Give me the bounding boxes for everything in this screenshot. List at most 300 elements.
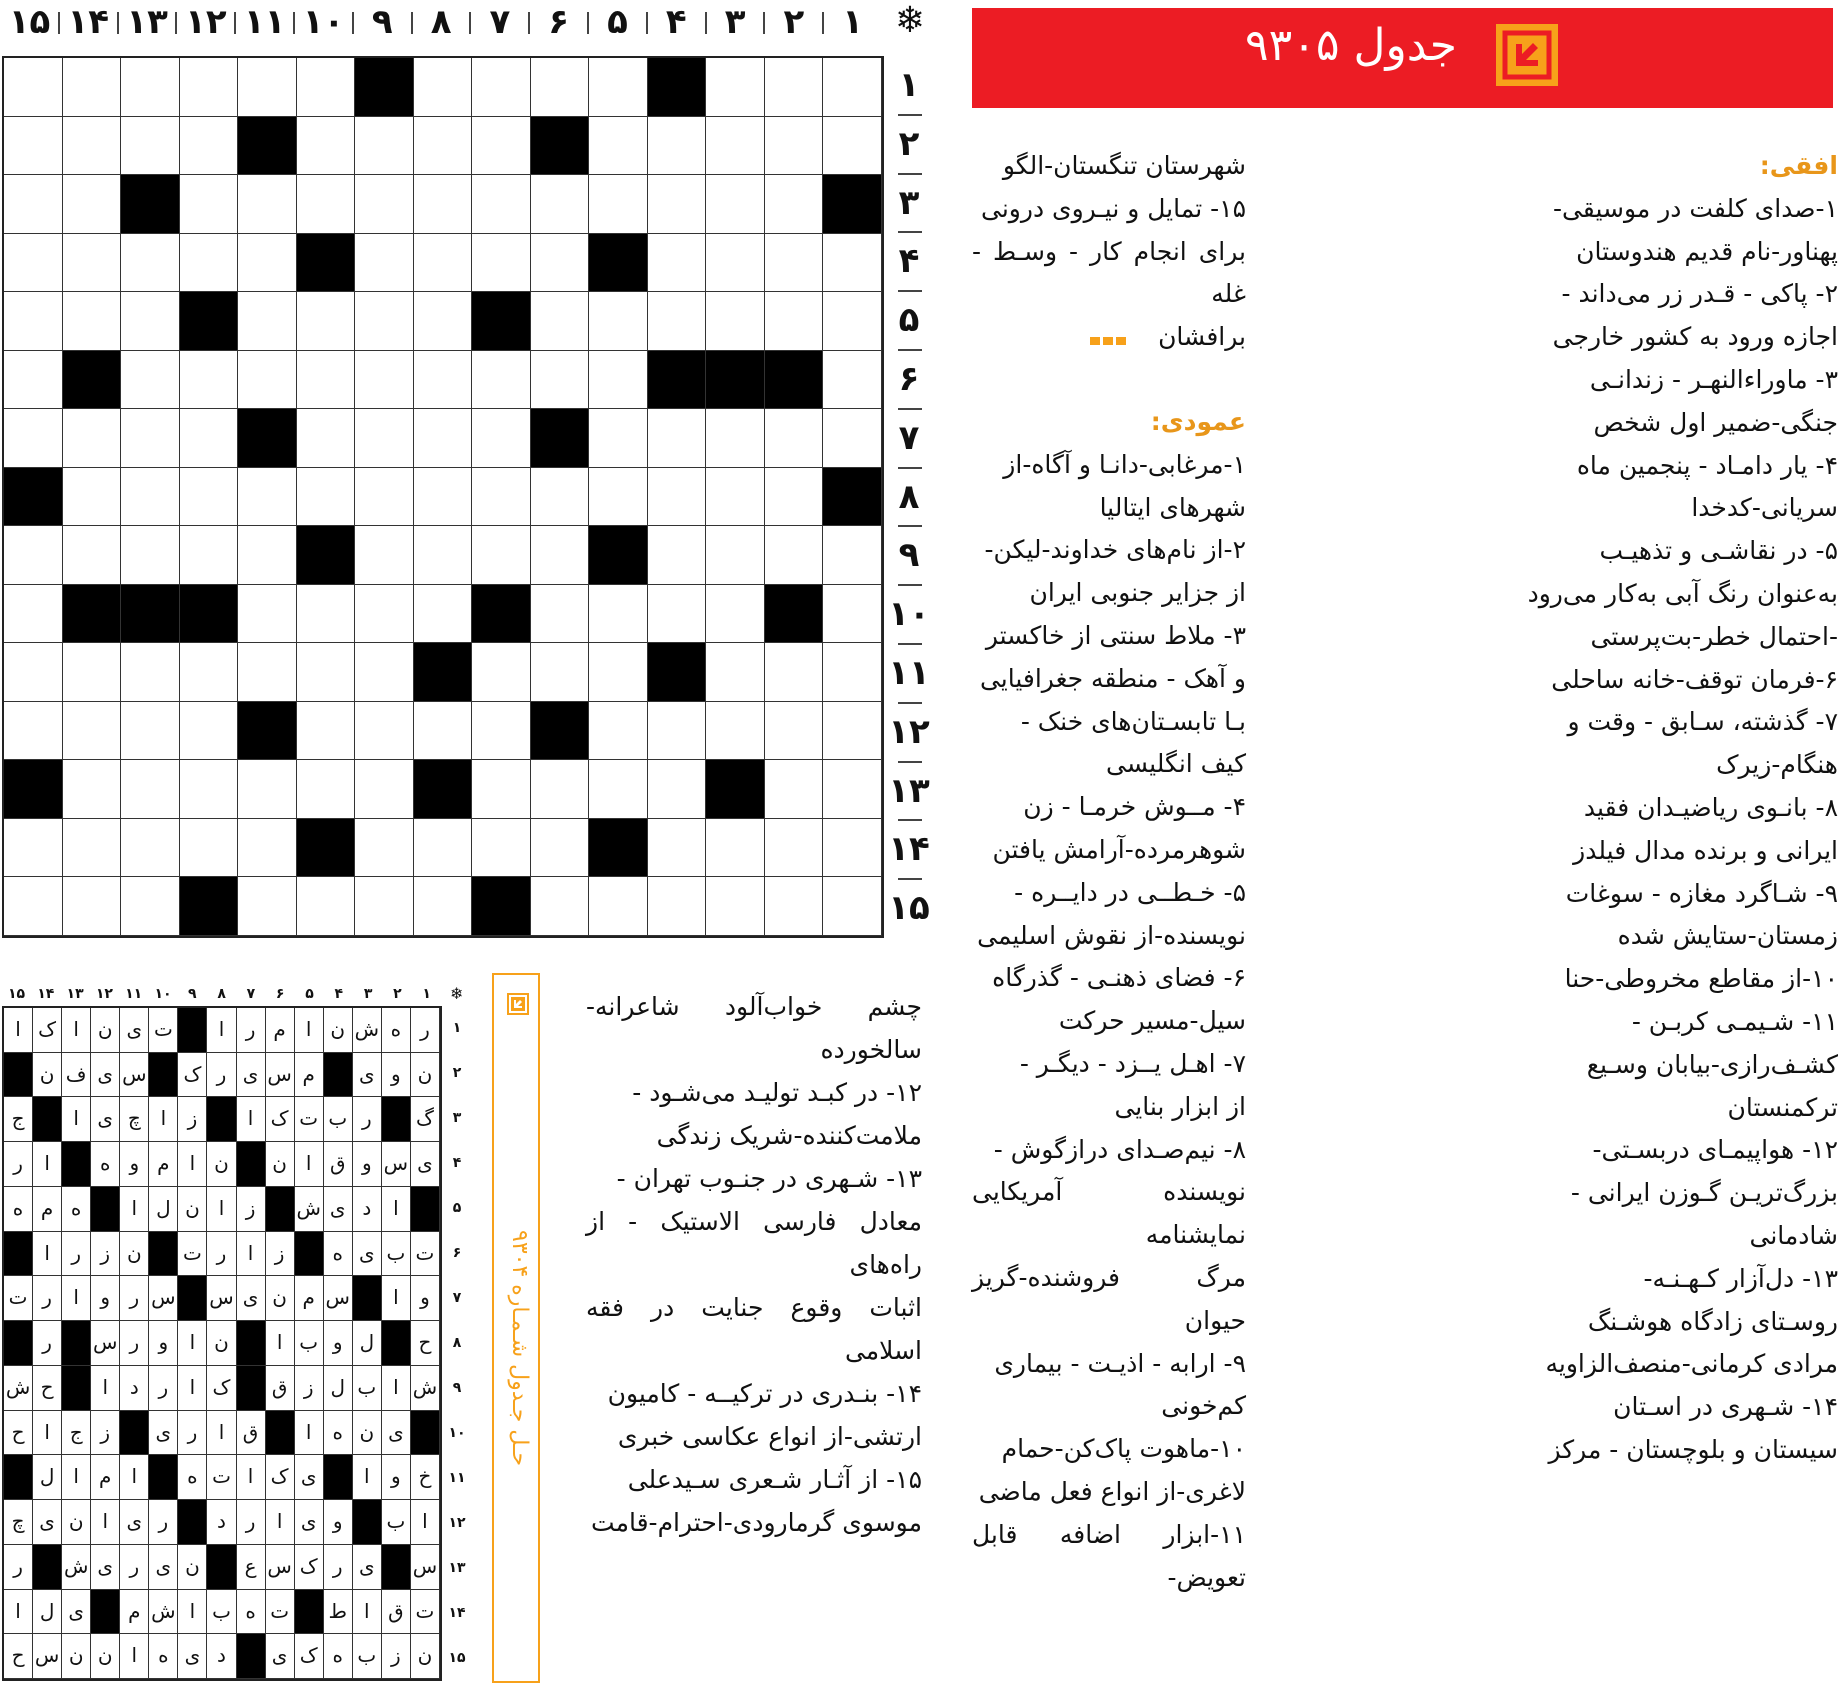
solution-black-cell: [33, 1097, 62, 1142]
grid-cell: [238, 468, 297, 527]
column-separator: [175, 12, 177, 34]
grid-cell: [297, 643, 356, 702]
grid-cell: [706, 292, 765, 351]
grid-cell: [765, 585, 824, 644]
grid-cell: [765, 468, 824, 527]
grid-cell: [706, 526, 765, 585]
solution-cell: ع: [237, 1545, 266, 1590]
down-clue: ۱-مرغابی-دانـا و آگاه-از: [1003, 449, 1246, 479]
grid-cell: [531, 760, 590, 819]
grid-cell: [765, 643, 824, 702]
solution-cell: ن: [411, 1053, 440, 1098]
grid-cell: [589, 819, 648, 878]
solution-black-cell: [295, 1590, 324, 1635]
across-clue: ۹- شـاگرد مغازه - سوغات: [1565, 878, 1838, 908]
solution-black-cell: [237, 1634, 266, 1679]
across-clue: هنگام-زیرک: [1716, 750, 1838, 780]
solution-black-cell: [382, 1097, 411, 1142]
solution-cell: ک: [295, 1634, 324, 1679]
grid-cell: [238, 526, 297, 585]
down-clue: بـا تابسـتان‌های خنک -: [1020, 706, 1246, 736]
solution-cell: م: [266, 1008, 295, 1053]
grid-cell: [531, 58, 590, 117]
grid-cell: [121, 292, 180, 351]
column-number: ۱۳: [126, 2, 168, 42]
solution-cell: ن: [324, 1008, 353, 1053]
solution-cell: و: [149, 1321, 178, 1366]
solution-star-icon: ❄: [450, 984, 464, 1003]
grid-cell: [121, 351, 180, 410]
solution-cell: ر: [33, 1276, 62, 1321]
grid-cell: [355, 819, 414, 878]
solution-cell: ن: [207, 1321, 236, 1366]
column-separator: [352, 12, 354, 34]
grid-cell: [121, 643, 180, 702]
grid-cell: [648, 409, 707, 468]
solution-cell: س: [266, 1053, 295, 1098]
solution-cell: م: [149, 1142, 178, 1187]
grid-cell: [706, 175, 765, 234]
grid-cell: [238, 175, 297, 234]
solution-cell: ی: [91, 1053, 120, 1098]
row-number: ۱۴: [888, 829, 930, 870]
logo-icon: [1496, 24, 1558, 86]
solution-cell: ب: [207, 1590, 236, 1635]
solution-column-number: ۴: [334, 986, 344, 1002]
solution-cell: ا: [120, 1634, 149, 1679]
solution-black-cell: [295, 1232, 324, 1277]
grid-cell: [238, 234, 297, 293]
solution-black-cell: [33, 1545, 62, 1590]
grid-cell: [4, 409, 63, 468]
grid-cell: [121, 409, 180, 468]
row-number: ۱۱: [888, 653, 930, 693]
solution-cell: ک: [33, 1008, 62, 1053]
grid-cell: [648, 643, 707, 702]
solution-cell: ق: [382, 1590, 411, 1635]
solution-cell: ب: [353, 1366, 382, 1411]
across-clue: ایرانی و برنده مدال فیلدز: [1573, 835, 1838, 865]
grid-cell: [765, 117, 824, 176]
solution-cell: ی: [411, 1142, 440, 1187]
solution-cell: و: [324, 1500, 353, 1545]
solution-cell: و: [411, 1276, 440, 1321]
solution-cell: ا: [91, 1366, 120, 1411]
solution-black-cell: [266, 1187, 295, 1232]
solution-cell: ل: [33, 1590, 62, 1635]
solution-cell: ر: [237, 1500, 266, 1545]
grid-cell: [238, 585, 297, 644]
solution-column-number: ۱۲: [95, 986, 113, 1002]
grid-cell: [355, 760, 414, 819]
solution-cell: ت: [149, 1008, 178, 1053]
grid-cell: [531, 409, 590, 468]
solution-cell: ی: [91, 1097, 120, 1142]
grid-cell: [472, 117, 531, 176]
across-clue: جنگی-ضمیر اول شخص: [1593, 407, 1838, 437]
solution-cell: ا: [62, 1276, 91, 1321]
across-clue: برافشان: [1158, 322, 1246, 352]
solution-row-number: ۴: [452, 1155, 462, 1171]
solution-column-number: ۳: [363, 986, 373, 1002]
grid-cell: [63, 877, 122, 936]
solution-cell: ر: [120, 1276, 149, 1321]
grid-cell: [414, 409, 473, 468]
column-separator: [528, 12, 530, 34]
grid-cell: [297, 351, 356, 410]
grid-cell: [472, 351, 531, 410]
solution-cell: ن: [62, 1500, 91, 1545]
grid-cell: [823, 526, 882, 585]
solution-cell: م: [33, 1187, 62, 1232]
grid-cell: [589, 877, 648, 936]
solution-cell: ه: [4, 1187, 33, 1232]
grid-cell: [706, 877, 765, 936]
solution-cell: ی: [382, 1411, 411, 1456]
solution-black-cell: [411, 1411, 440, 1456]
row-number: ۶: [898, 359, 920, 399]
grid-cell: [180, 351, 239, 410]
grid-cell: [297, 409, 356, 468]
solution-cell: ا: [62, 1008, 91, 1053]
grid-cell: [63, 760, 122, 819]
across-clue: کشـف‌رازی-بیابان وسـیع: [1586, 1049, 1838, 1079]
grid-cell: [589, 760, 648, 819]
solution-cell: چ: [4, 1500, 33, 1545]
grid-cell: [472, 409, 531, 468]
solution-row-number: ۸: [452, 1335, 462, 1351]
column-number: ۴: [665, 2, 687, 42]
down-clue: ۷- اهـل یــزد - دیگـر -: [1019, 1048, 1246, 1078]
down-clue: ۱۴- بنـدری در ترکیــه - کامیون: [607, 1379, 922, 1408]
down-clue: کم‌خونی: [1161, 1391, 1246, 1421]
solution-column-number: ۱۰: [154, 986, 172, 1002]
solution-cell: ک: [207, 1366, 236, 1411]
grid-cell: [297, 292, 356, 351]
grid-cell: [765, 351, 824, 410]
down-clue: ۴- مــوش خرمـا - زن: [1023, 792, 1246, 822]
solution-cell: ی: [324, 1187, 353, 1232]
grid-cell: [531, 117, 590, 176]
solution-cell: س: [91, 1321, 120, 1366]
column-number-header: [0, 0, 940, 48]
grid-cell: [648, 760, 707, 819]
solution-cell: ل: [324, 1366, 353, 1411]
grid-cell: [180, 702, 239, 761]
grid-cell: [414, 58, 473, 117]
grid-cell: [238, 409, 297, 468]
across-clue: ۱۵- تمایل و نیـروی درونی: [981, 193, 1246, 223]
solution-cell: ر: [411, 1008, 440, 1053]
solution-black-cell: [4, 1455, 33, 1500]
solution-cell: ک: [266, 1455, 295, 1500]
grid-cell: [63, 175, 122, 234]
solution-cell: ا: [33, 1411, 62, 1456]
solution-cell: ه: [324, 1232, 353, 1277]
grid-cell: [63, 468, 122, 527]
solution-cell: ق: [324, 1142, 353, 1187]
solution-cell: ب: [382, 1232, 411, 1277]
solution-black-cell: [237, 1142, 266, 1187]
grid-cell: [355, 585, 414, 644]
solution-cell: و: [324, 1321, 353, 1366]
grid-cell: [180, 760, 239, 819]
solution-cell: ش: [411, 1366, 440, 1411]
solution-cell: ز: [237, 1187, 266, 1232]
grid-cell: [4, 117, 63, 176]
solution-column-number: ۹: [188, 986, 197, 1002]
grid-cell: [648, 175, 707, 234]
solution-black-cell: [62, 1142, 91, 1187]
crossword-grid: [2, 56, 884, 938]
grid-cell: [472, 58, 531, 117]
grid-cell: [648, 117, 707, 176]
across-clue: ۷- گذشته، سـابق - وقت و: [1567, 707, 1838, 737]
solution-cell: ی: [120, 1008, 149, 1053]
solution-cell: ا: [207, 1008, 236, 1053]
grid-cell: [648, 58, 707, 117]
grid-cell: [355, 526, 414, 585]
solution-column-number: ۵: [305, 986, 314, 1002]
solution-black-cell: [237, 1321, 266, 1366]
solution-cell: ن: [62, 1634, 91, 1679]
across-clues: [1298, 145, 1838, 1472]
grid-cell: [63, 643, 122, 702]
solution-column-number: ۱۱: [125, 986, 143, 1002]
solution-row-number: ۱: [452, 1020, 462, 1036]
across-clue: ۳- ماوراءالنهـر - زندانـی: [1589, 364, 1838, 394]
solution-cell: ت: [178, 1232, 207, 1277]
grid-cell: [823, 760, 882, 819]
solution-cell: ا: [382, 1276, 411, 1321]
solution-black-cell: [382, 1545, 411, 1590]
solution-cell: س: [411, 1545, 440, 1590]
grid-cell: [4, 468, 63, 527]
grid-cell: [63, 702, 122, 761]
solution-cell: ا: [266, 1321, 295, 1366]
solution-cell: ا: [149, 1097, 178, 1142]
grid-cell: [355, 468, 414, 527]
solution-cell: ا: [411, 1500, 440, 1545]
grid-cell: [765, 409, 824, 468]
solution-cell: ا: [62, 1097, 91, 1142]
down-clue: ۳- ملاط سنتی از خاکستر: [985, 620, 1246, 650]
solution-black-cell: [4, 1321, 33, 1366]
solution-black-cell: [149, 1455, 178, 1500]
solution-cell: ح: [411, 1321, 440, 1366]
row-number: ۱۳: [888, 770, 930, 811]
solution-cell: ن: [178, 1545, 207, 1590]
across-clue: زمستان-ستایش شده: [1617, 921, 1838, 951]
grid-cell: [706, 58, 765, 117]
grid-cell: [648, 526, 707, 585]
grid-cell: [823, 234, 882, 293]
row-number: ۱۵: [888, 888, 930, 929]
grid-cell: [531, 292, 590, 351]
solution-cell: ت: [295, 1097, 324, 1142]
down-clue: شهرهای ایتالیا: [1099, 492, 1246, 522]
solution-cell: ی: [33, 1500, 62, 1545]
solution-cell: ا: [33, 1232, 62, 1277]
grid-cell: [355, 702, 414, 761]
solution-cell: د: [120, 1366, 149, 1411]
solution-cell: ا: [178, 1590, 207, 1635]
grid-cell: [531, 585, 590, 644]
solution-cell: ت: [266, 1590, 295, 1635]
across-clue: ۱-صدای کلفت در موسیقی-: [1552, 193, 1838, 223]
solution-cell: س: [266, 1545, 295, 1590]
solution-cell: ا: [33, 1142, 62, 1187]
grid-cell: [531, 877, 590, 936]
solution-cell: ح: [4, 1634, 33, 1679]
solution-cell: ش: [353, 1008, 382, 1053]
solution-cell: ا: [295, 1411, 324, 1456]
row-number: ۱: [898, 65, 920, 105]
solution-cell: ش: [149, 1590, 178, 1635]
down-clue: مرگ فروشنده-گریز حیوان: [972, 1262, 1246, 1335]
column-separator: [58, 12, 60, 34]
grid-cell: [589, 292, 648, 351]
solution-cell: د: [207, 1634, 236, 1679]
grid-cell: [589, 468, 648, 527]
grid-cell: [706, 468, 765, 527]
solution-row-number: ۵: [452, 1200, 462, 1216]
solution-cell: ز: [178, 1097, 207, 1142]
grid-cell: [706, 760, 765, 819]
solution-cell: ا: [382, 1366, 411, 1411]
grid-cell: [297, 585, 356, 644]
solution-column-number: ۱: [422, 986, 431, 1002]
grid-cell: [589, 175, 648, 234]
solution-black-cell: [178, 1276, 207, 1321]
solution-cell: م: [295, 1276, 324, 1321]
solution-cell: ش: [295, 1187, 324, 1232]
solution-cell: ی: [62, 1590, 91, 1635]
grid-cell: [180, 585, 239, 644]
solution-row-number: ۲: [452, 1065, 462, 1081]
row-number: ۱۰: [888, 594, 930, 635]
solution-cell: ا: [266, 1500, 295, 1545]
row-separator: [898, 761, 922, 763]
solution-cell: ا: [207, 1187, 236, 1232]
solution-cell: ر: [207, 1053, 236, 1098]
row-separator: [898, 584, 922, 586]
across-clue: -احتمال خطر-بت‌پرستی: [1590, 621, 1838, 651]
grid-cell: [472, 702, 531, 761]
grid-cell: [121, 702, 180, 761]
down-clue: و آهک - منطقه جغرافیایی: [979, 663, 1246, 693]
solution-column-number: ۱۳: [66, 986, 84, 1002]
row-number: ۵: [898, 300, 920, 341]
grid-cell: [472, 760, 531, 819]
solution-cell: ا: [353, 1590, 382, 1635]
row-separator: [898, 114, 922, 116]
row-number: ۴: [898, 241, 920, 282]
grid-cell: [238, 117, 297, 176]
solution-cell: ا: [178, 1142, 207, 1187]
grid-cell: [4, 526, 63, 585]
solution-cell: ی: [91, 1545, 120, 1590]
grid-cell: [297, 526, 356, 585]
solution-cell: ت: [207, 1455, 236, 1500]
solution-cell: ه: [324, 1634, 353, 1679]
grid-cell: [589, 643, 648, 702]
grid-cell: [297, 468, 356, 527]
grid-cell: [706, 351, 765, 410]
column-separator: [293, 12, 295, 34]
grid-cell: [180, 234, 239, 293]
across-clue: سیستان و بلوچستان - مرکز: [1548, 1434, 1838, 1464]
solution-cell: و: [120, 1142, 149, 1187]
solution-cell: س: [33, 1634, 62, 1679]
row-separator: [898, 349, 922, 351]
down-clue: ۱۱-ابزار اضافه قابل تعویض-: [972, 1519, 1246, 1592]
solution-cell: ن: [353, 1411, 382, 1456]
solution-column-header: [2, 986, 472, 1006]
row-number: ۲: [898, 123, 920, 164]
row-number-labels: [886, 56, 936, 938]
solution-cell: د: [207, 1500, 236, 1545]
grid-cell: [706, 409, 765, 468]
grid-cell: [121, 526, 180, 585]
across-clue: مرادی کرمانی-منصف‌الزاویه: [1545, 1349, 1838, 1379]
grid-cell: [648, 234, 707, 293]
solution-cell: ل: [353, 1321, 382, 1366]
solution-cell: م: [120, 1590, 149, 1635]
solution-cell: ا: [91, 1500, 120, 1545]
solution-cell: س: [207, 1276, 236, 1321]
row-separator: [898, 878, 922, 880]
grid-cell: [589, 234, 648, 293]
solution-black-cell: [237, 1366, 266, 1411]
solution-cell: م: [91, 1455, 120, 1500]
down-clue: ۱۳- شـهری در جنـوب تهران -: [616, 1164, 922, 1193]
row-number: ۱۲: [888, 711, 930, 752]
solution-cell: ب: [382, 1500, 411, 1545]
across-clue: پهناور-نام قدیم هندوستان: [1576, 236, 1838, 266]
grid-cell: [355, 643, 414, 702]
across-clue: ۶-فرمان توقف-خانه ساحلی: [1551, 664, 1838, 694]
row-separator: [898, 408, 922, 410]
solution-cell: ش: [4, 1366, 33, 1411]
grid-cell: [472, 175, 531, 234]
solution-cell: ی: [149, 1545, 178, 1590]
solution-cell: ک: [295, 1545, 324, 1590]
solution-cell: م: [295, 1053, 324, 1098]
solution-cell: ل: [149, 1187, 178, 1232]
grid-cell: [121, 877, 180, 936]
row-separator: [898, 643, 922, 645]
down-clue-continued: [586, 985, 922, 1544]
row-number: ۷: [898, 417, 920, 458]
solution-cell: س: [382, 1142, 411, 1187]
grid-cell: [414, 877, 473, 936]
solution-black-cell: [62, 1366, 91, 1411]
grid-cell: [414, 819, 473, 878]
down-clue: ۱۵- از آثـار شـعری سـیدعلی: [627, 1465, 922, 1494]
solution-cell: ه: [91, 1142, 120, 1187]
grid-cell: [180, 468, 239, 527]
down-clue: لاغری-از انواع فعل ماضی: [978, 1476, 1246, 1506]
solution-cell: ی: [178, 1634, 207, 1679]
grid-cell: [4, 877, 63, 936]
row-number: ۹: [898, 535, 920, 576]
column-number: ۱۲: [185, 2, 227, 42]
solution-cell: ی: [266, 1634, 295, 1679]
row-separator: [898, 290, 922, 292]
solution-cell: ب: [353, 1634, 382, 1679]
solution-black-cell: [382, 1321, 411, 1366]
